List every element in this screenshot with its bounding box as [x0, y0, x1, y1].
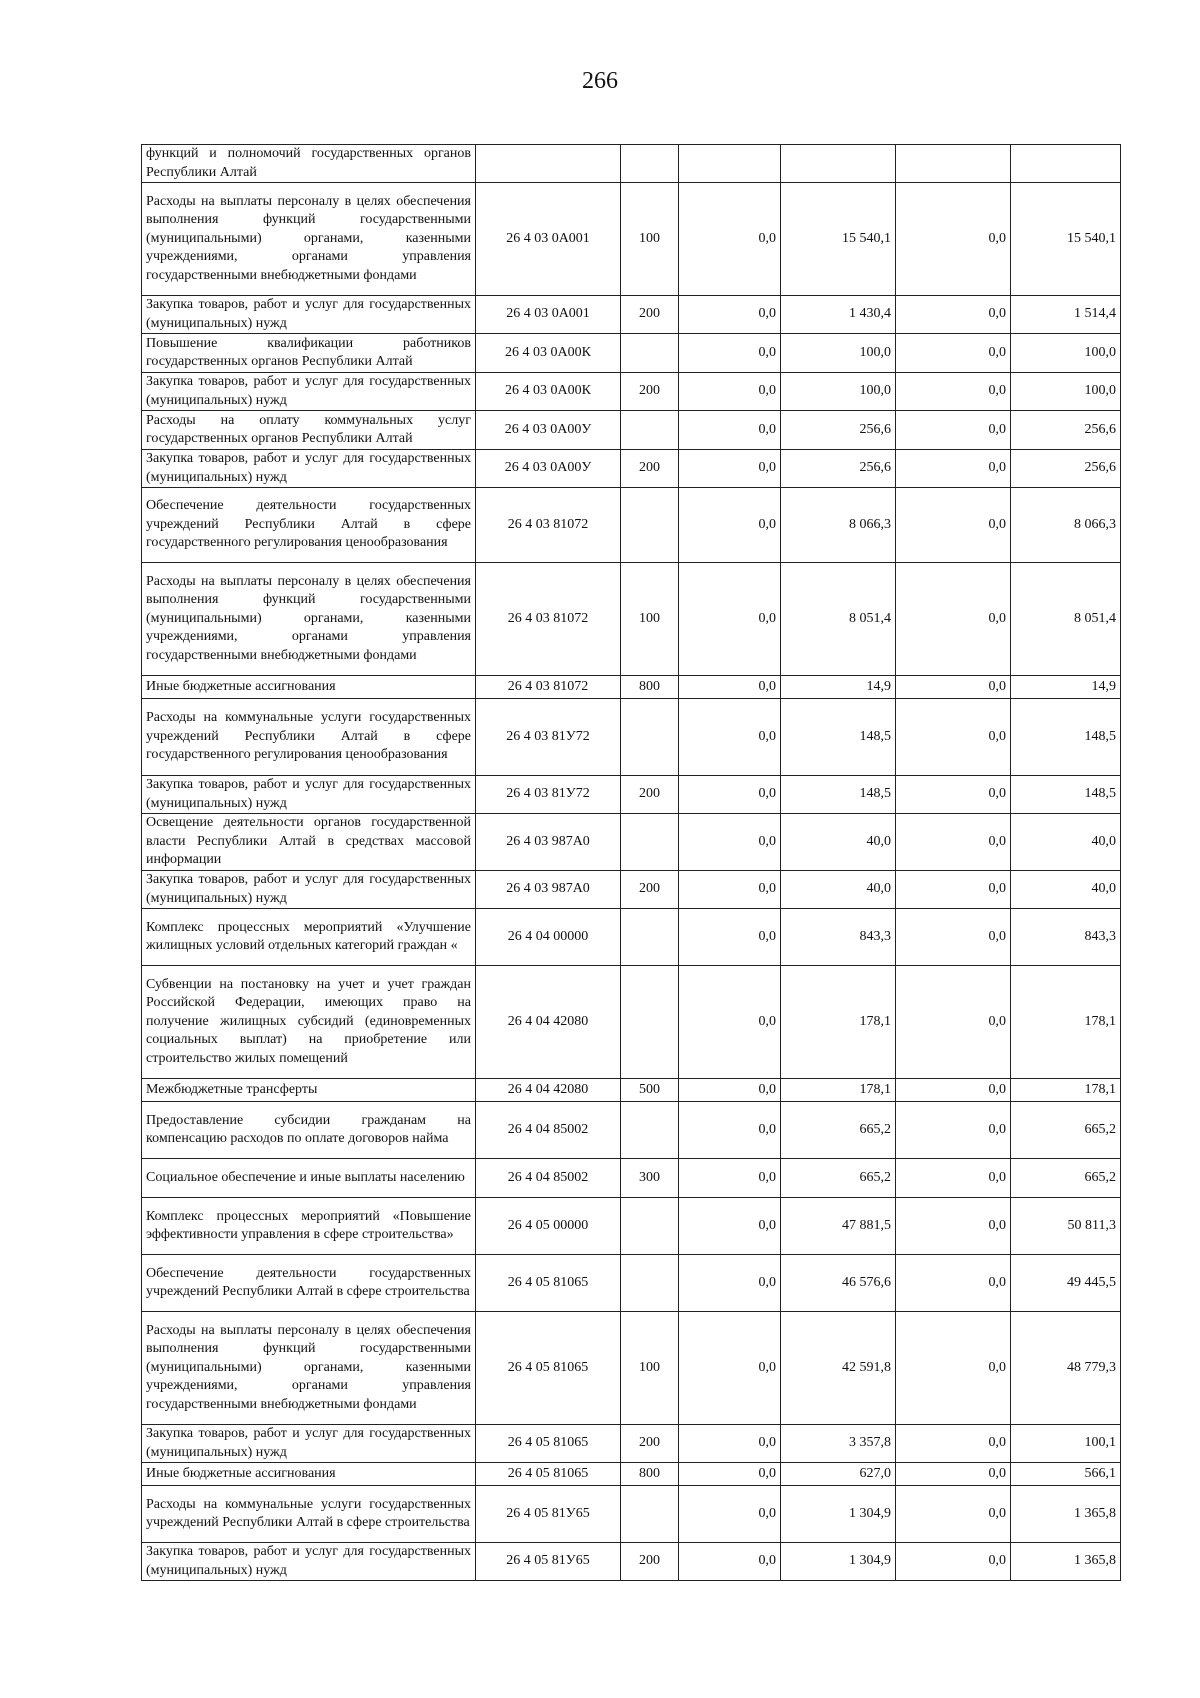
row-target-code: 26 4 03 0А001 — [476, 296, 621, 334]
row-description: Закупка товаров, работ и услуг для государственных (муниципальных) нужд — [142, 373, 476, 411]
row-value-1: 0,0 — [679, 1486, 781, 1543]
row-target-code: 26 4 05 81065 — [476, 1463, 621, 1486]
row-value-1: 0,0 — [679, 563, 781, 676]
row-value-1: 0,0 — [679, 411, 781, 450]
row-description: Расходы на оплату коммунальных услуг государственных органов Республики Алтай — [142, 411, 476, 450]
row-target-code: 26 4 04 00000 — [476, 909, 621, 966]
table-row — [142, 1198, 1121, 1255]
row-value-3: 0,0 — [896, 676, 1011, 699]
row-target-code: 26 4 05 81065 — [476, 1425, 621, 1463]
row-description: Закупка товаров, работ и услуг для государственных (муниципальных) нужд — [142, 450, 476, 488]
row-description: Обеспечение деятельности государственных учреждений Республики Алтай в сфере государственного регулирования ценообразования — [142, 488, 476, 563]
row-target-code: 26 4 03 81У72 — [476, 776, 621, 814]
row-value-2: 46 576,6 — [781, 1255, 896, 1312]
row-value-4: 256,6 — [1011, 411, 1121, 450]
row-value-3: 0,0 — [896, 1102, 1011, 1159]
row-value-3: 0,0 — [896, 183, 1011, 296]
row-description: Предоставление субсидии гражданам на компенсацию расходов по оплате договоров найма — [142, 1102, 476, 1159]
row-target-code: 26 4 04 42080 — [476, 966, 621, 1079]
row-value-4: 1 514,4 — [1011, 296, 1121, 334]
row-value-1: 0,0 — [679, 373, 781, 411]
row-value-4: 178,1 — [1011, 1079, 1121, 1102]
row-value-4: 14,9 — [1011, 676, 1121, 699]
row-value-1: 0,0 — [679, 1079, 781, 1102]
row-value-4: 665,2 — [1011, 1159, 1121, 1198]
row-expense-type: 200 — [621, 296, 679, 334]
row-description: Иные бюджетные ассигнования — [142, 676, 476, 699]
row-value-2: 15 540,1 — [781, 183, 896, 296]
row-value-4: 148,5 — [1011, 776, 1121, 814]
row-description: Повышение квалификации работников государственных органов Республики Алтай — [142, 334, 476, 373]
row-value-4: 100,1 — [1011, 1425, 1121, 1463]
row-expense-type: 200 — [621, 871, 679, 909]
row-target-code: 26 4 03 0А00К — [476, 373, 621, 411]
row-value-3: 0,0 — [896, 1463, 1011, 1486]
table-row — [142, 373, 1121, 411]
row-value-1: 0,0 — [679, 1463, 781, 1486]
table-row — [142, 411, 1121, 450]
row-value-2: 42 591,8 — [781, 1312, 896, 1425]
row-description: Расходы на выплаты персоналу в целях обеспечения выполнения функций государственными (муниципальными) органами, казенными учреждениями, органами управления государственными внебюджетными фондами — [142, 563, 476, 676]
row-description: Иные бюджетные ассигнования — [142, 1463, 476, 1486]
row-value-2: 665,2 — [781, 1102, 896, 1159]
row-target-code: 26 4 03 0А00К — [476, 334, 621, 373]
row-value-4: 48 779,3 — [1011, 1312, 1121, 1425]
row-value-1: 0,0 — [679, 1312, 781, 1425]
row-value-1 — [679, 145, 781, 183]
table-row — [142, 183, 1121, 296]
row-target-code: 26 4 03 81У72 — [476, 699, 621, 776]
row-value-4: 1 365,8 — [1011, 1486, 1121, 1543]
row-description: Комплекс процессных мероприятий «Улучшение жилищных условий отдельных категорий граждан « — [142, 909, 476, 966]
row-expense-type — [621, 1198, 679, 1255]
row-target-code: 26 4 05 81065 — [476, 1312, 621, 1425]
row-value-1: 0,0 — [679, 871, 781, 909]
row-expense-type: 100 — [621, 183, 679, 296]
row-description: Закупка товаров, работ и услуг для государственных (муниципальных) нужд — [142, 776, 476, 814]
row-description: Расходы на коммунальные услуги государственных учреждений Республики Алтай в сфере строительства — [142, 1486, 476, 1543]
row-description: Закупка товаров, работ и услуг для государственных (муниципальных) нужд — [142, 296, 476, 334]
row-value-3: 0,0 — [896, 1543, 1011, 1581]
row-description: Расходы на выплаты персоналу в целях обеспечения выполнения функций государственными (муниципальными) органами, казенными учреждениями, органами управления государственными внебюджетными фондами — [142, 1312, 476, 1425]
row-value-1: 0,0 — [679, 488, 781, 563]
row-description: функций и полномочий государственных органов Республики Алтай — [142, 145, 476, 183]
table-row — [142, 776, 1121, 814]
row-value-2: 14,9 — [781, 676, 896, 699]
row-value-3: 0,0 — [896, 909, 1011, 966]
table-row — [142, 909, 1121, 966]
row-value-2: 148,5 — [781, 776, 896, 814]
row-value-1: 0,0 — [679, 1102, 781, 1159]
budget-table-body — [142, 145, 1121, 1581]
row-value-1: 0,0 — [679, 296, 781, 334]
table-row — [142, 296, 1121, 334]
row-value-2: 40,0 — [781, 814, 896, 871]
row-value-3: 0,0 — [896, 334, 1011, 373]
row-value-2: 100,0 — [781, 373, 896, 411]
row-target-code: 26 4 03 987А0 — [476, 871, 621, 909]
row-expense-type — [621, 966, 679, 1079]
row-value-4: 8 066,3 — [1011, 488, 1121, 563]
row-value-4: 566,1 — [1011, 1463, 1121, 1486]
row-value-2: 8 066,3 — [781, 488, 896, 563]
row-value-1: 0,0 — [679, 1159, 781, 1198]
row-value-3: 0,0 — [896, 871, 1011, 909]
table-row — [142, 1543, 1121, 1581]
row-value-3: 0,0 — [896, 776, 1011, 814]
row-value-4: 49 445,5 — [1011, 1255, 1121, 1312]
table-row — [142, 1255, 1121, 1312]
row-value-2: 1 304,9 — [781, 1486, 896, 1543]
row-value-3 — [896, 145, 1011, 183]
table-row — [142, 1102, 1121, 1159]
row-value-1: 0,0 — [679, 776, 781, 814]
row-value-2: 148,5 — [781, 699, 896, 776]
row-value-2: 256,6 — [781, 450, 896, 488]
row-description: Социальное обеспечение и иные выплаты населению — [142, 1159, 476, 1198]
row-value-2: 627,0 — [781, 1463, 896, 1486]
row-value-3: 0,0 — [896, 1312, 1011, 1425]
row-value-3: 0,0 — [896, 1486, 1011, 1543]
row-value-1: 0,0 — [679, 1198, 781, 1255]
row-value-1: 0,0 — [679, 909, 781, 966]
row-value-2 — [781, 145, 896, 183]
table-row — [142, 334, 1121, 373]
row-value-3: 0,0 — [896, 814, 1011, 871]
row-expense-type: 200 — [621, 373, 679, 411]
row-value-3: 0,0 — [896, 411, 1011, 450]
row-description: Закупка товаров, работ и услуг для государственных (муниципальных) нужд — [142, 1543, 476, 1581]
table-row — [142, 145, 1121, 183]
row-expense-type — [621, 1486, 679, 1543]
row-value-3: 0,0 — [896, 1255, 1011, 1312]
row-value-4: 148,5 — [1011, 699, 1121, 776]
table-row — [142, 699, 1121, 776]
row-target-code: 26 4 05 81065 — [476, 1255, 621, 1312]
row-expense-type — [621, 814, 679, 871]
row-expense-type: 500 — [621, 1079, 679, 1102]
row-value-3: 0,0 — [896, 488, 1011, 563]
row-expense-type — [621, 1255, 679, 1312]
row-expense-type: 800 — [621, 676, 679, 699]
row-target-code: 26 4 03 0А00У — [476, 450, 621, 488]
table-row — [142, 1159, 1121, 1198]
row-value-4: 8 051,4 — [1011, 563, 1121, 676]
row-expense-type: 200 — [621, 1543, 679, 1581]
table-row — [142, 871, 1121, 909]
row-value-2: 1 304,9 — [781, 1543, 896, 1581]
row-value-3: 0,0 — [896, 699, 1011, 776]
row-value-3: 0,0 — [896, 563, 1011, 676]
row-value-2: 178,1 — [781, 966, 896, 1079]
row-value-4: 50 811,3 — [1011, 1198, 1121, 1255]
row-target-code: 26 4 05 81У65 — [476, 1543, 621, 1581]
row-value-4: 40,0 — [1011, 871, 1121, 909]
row-value-4 — [1011, 145, 1121, 183]
table-row — [142, 676, 1121, 699]
row-expense-type — [621, 1102, 679, 1159]
row-value-1: 0,0 — [679, 966, 781, 1079]
table-row — [142, 1463, 1121, 1486]
row-value-2: 1 430,4 — [781, 296, 896, 334]
row-value-2: 178,1 — [781, 1079, 896, 1102]
table-row — [142, 1312, 1121, 1425]
row-value-4: 843,3 — [1011, 909, 1121, 966]
row-target-code: 26 4 05 81У65 — [476, 1486, 621, 1543]
row-value-1: 0,0 — [679, 450, 781, 488]
row-expense-type: 200 — [621, 776, 679, 814]
row-description: Освещение деятельности органов государственной власти Республики Алтай в средствах массовой информации — [142, 814, 476, 871]
row-value-3: 0,0 — [896, 966, 1011, 1079]
row-expense-type: 200 — [621, 1425, 679, 1463]
row-value-3: 0,0 — [896, 450, 1011, 488]
row-target-code: 26 4 03 0А001 — [476, 183, 621, 296]
page-number: 266 — [582, 68, 618, 94]
row-value-4: 178,1 — [1011, 966, 1121, 1079]
row-value-1: 0,0 — [679, 1255, 781, 1312]
row-target-code: 26 4 03 987А0 — [476, 814, 621, 871]
row-value-4: 665,2 — [1011, 1102, 1121, 1159]
table-row — [142, 450, 1121, 488]
row-expense-type — [621, 699, 679, 776]
row-value-3: 0,0 — [896, 373, 1011, 411]
row-description: Расходы на коммунальные услуги государственных учреждений Республики Алтай в сфере государственного регулирования ценообразования — [142, 699, 476, 776]
row-value-3: 0,0 — [896, 1425, 1011, 1463]
budget-table — [141, 144, 1121, 1581]
row-value-2: 8 051,4 — [781, 563, 896, 676]
row-value-2: 665,2 — [781, 1159, 896, 1198]
row-target-code: 26 4 03 0А00У — [476, 411, 621, 450]
row-value-4: 40,0 — [1011, 814, 1121, 871]
row-value-1: 0,0 — [679, 676, 781, 699]
row-value-2: 40,0 — [781, 871, 896, 909]
row-expense-type — [621, 909, 679, 966]
row-value-1: 0,0 — [679, 814, 781, 871]
table-row — [142, 488, 1121, 563]
row-target-code: 26 4 03 81072 — [476, 488, 621, 563]
row-value-3: 0,0 — [896, 1159, 1011, 1198]
row-target-code: 26 4 03 81072 — [476, 676, 621, 699]
row-target-code: 26 4 03 81072 — [476, 563, 621, 676]
table-row — [142, 1079, 1121, 1102]
table-row — [142, 563, 1121, 676]
row-description: Субвенции на постановку на учет и учет граждан Российской Федерации, имеющих право на получение жилищных субсидий (единовременных социальных выплат) на приобретение или строительство жилых помещений — [142, 966, 476, 1079]
row-value-1: 0,0 — [679, 183, 781, 296]
row-value-3: 0,0 — [896, 296, 1011, 334]
row-expense-type: 800 — [621, 1463, 679, 1486]
row-target-code: 26 4 05 00000 — [476, 1198, 621, 1255]
row-value-1: 0,0 — [679, 1543, 781, 1581]
row-value-2: 47 881,5 — [781, 1198, 896, 1255]
row-value-4: 256,6 — [1011, 450, 1121, 488]
row-expense-type — [621, 334, 679, 373]
row-expense-type — [621, 411, 679, 450]
row-value-4: 100,0 — [1011, 373, 1121, 411]
row-target-code: 26 4 04 85002 — [476, 1102, 621, 1159]
row-value-1: 0,0 — [679, 699, 781, 776]
row-value-1: 0,0 — [679, 1425, 781, 1463]
row-value-4: 100,0 — [1011, 334, 1121, 373]
row-target-code — [476, 145, 621, 183]
row-description: Комплекс процессных мероприятий «Повышение эффективности управления в сфере строительства» — [142, 1198, 476, 1255]
row-description: Расходы на выплаты персоналу в целях обеспечения выполнения функций государственными (муниципальными) органами, казенными учреждениями, органами управления государственными внебюджетными фондами — [142, 183, 476, 296]
row-expense-type: 100 — [621, 563, 679, 676]
row-value-3: 0,0 — [896, 1079, 1011, 1102]
row-value-4: 1 365,8 — [1011, 1543, 1121, 1581]
row-value-4: 15 540,1 — [1011, 183, 1121, 296]
row-value-1: 0,0 — [679, 334, 781, 373]
row-expense-type — [621, 145, 679, 183]
table-row — [142, 814, 1121, 871]
row-value-2: 3 357,8 — [781, 1425, 896, 1463]
row-value-2: 100,0 — [781, 334, 896, 373]
row-target-code: 26 4 04 42080 — [476, 1079, 621, 1102]
row-description: Межбюджетные трансферты — [142, 1079, 476, 1102]
row-value-2: 843,3 — [781, 909, 896, 966]
row-expense-type: 100 — [621, 1312, 679, 1425]
table-row — [142, 966, 1121, 1079]
table-row — [142, 1425, 1121, 1463]
row-description: Закупка товаров, работ и услуг для государственных (муниципальных) нужд — [142, 871, 476, 909]
row-target-code: 26 4 04 85002 — [476, 1159, 621, 1198]
row-description: Обеспечение деятельности государственных учреждений Республики Алтай в сфере строительства — [142, 1255, 476, 1312]
table-row — [142, 1486, 1121, 1543]
row-expense-type — [621, 488, 679, 563]
row-value-2: 256,6 — [781, 411, 896, 450]
row-expense-type: 200 — [621, 450, 679, 488]
row-expense-type: 300 — [621, 1159, 679, 1198]
row-description: Закупка товаров, работ и услуг для государственных (муниципальных) нужд — [142, 1425, 476, 1463]
row-value-3: 0,0 — [896, 1198, 1011, 1255]
